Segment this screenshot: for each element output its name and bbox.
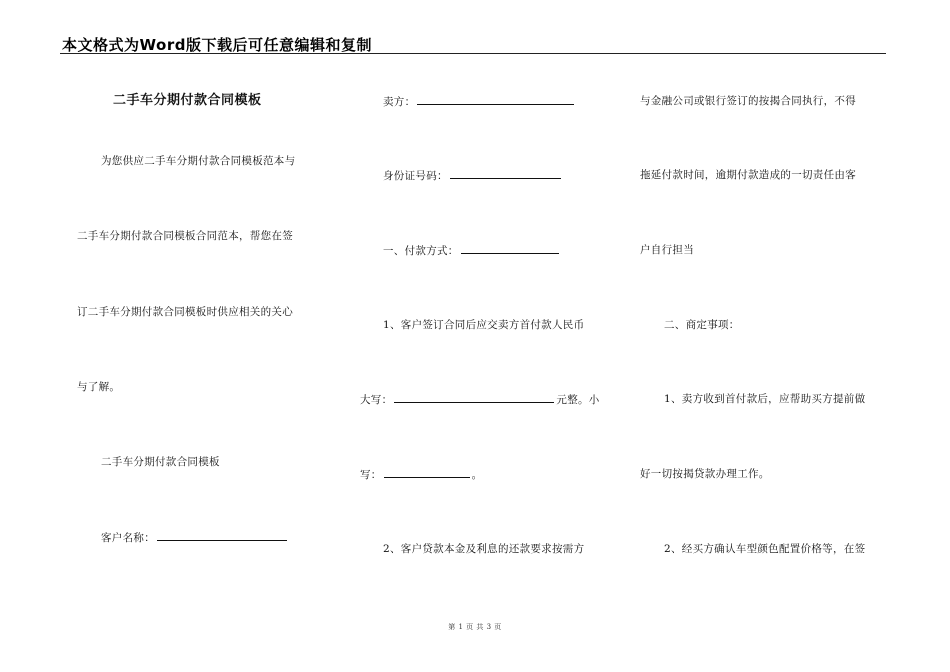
- intro-line-2: 二手车分期付款合同模板合同范本，帮您在签: [77, 230, 293, 242]
- id-number-blank: [450, 168, 561, 179]
- customer-name-row: [101, 530, 289, 545]
- agreement-item-1-cont: 好一切按揭贷款办理工作。: [640, 468, 770, 480]
- id-number-row: [383, 168, 563, 183]
- customer-name-label: 客户名称：: [101, 532, 155, 544]
- document-title: 二手车分期付款合同模板: [113, 93, 262, 108]
- amount-lower-blank: [384, 467, 470, 478]
- col3-line-1: 与金融公司或银行签订的按揭合同执行，不得: [640, 95, 856, 107]
- amount-upper-label: 大写：: [360, 394, 393, 406]
- payment-method-blank: [461, 243, 559, 254]
- agreement-section-heading: 二、商定事项：: [664, 319, 740, 331]
- amount-lower-suffix: 。: [471, 469, 483, 481]
- header-divider: [60, 53, 886, 54]
- amount-upper-blank: [394, 392, 554, 403]
- amount-lower-row: [360, 467, 482, 482]
- amount-lower-label: 写：: [360, 469, 382, 481]
- page-number: 第 1 页 共 3 页: [448, 623, 502, 631]
- amount-upper-suffix: 元整。小: [556, 394, 600, 406]
- payment-method-row: [383, 243, 561, 258]
- col3-line-3: 户自行担当: [640, 244, 694, 256]
- agreement-item-1: 1、卖方收到首付款后，应帮助买方提前做: [664, 393, 866, 405]
- intro-line-3: 订二手车分期付款合同模板时供应相关的关心: [77, 306, 293, 318]
- seller-label: 卖方：: [383, 96, 416, 108]
- payment-method-label: 一、付款方式：: [383, 245, 459, 257]
- seller-blank: [417, 94, 574, 105]
- agreement-item-2: 2、经买方确认车型颜色配置价格等，在签: [664, 543, 866, 555]
- payment-item-2: 2、客户贷款本金及利息的还款要求按需方: [383, 543, 585, 555]
- col3-line-2: 拖延付款时间，逾期付款造成的一切责任由客: [640, 169, 856, 181]
- seller-row: [383, 94, 576, 109]
- payment-item-1: 1、客户签订合同后应交卖方首付款人民币: [383, 319, 585, 331]
- header-title: 本文格式为Word版下载后可任意编辑和复制: [62, 36, 372, 54]
- contract-subtitle: 二手车分期付款合同模板: [101, 456, 220, 468]
- intro-line-1: 为您供应二手车分期付款合同模板范本与: [101, 155, 296, 167]
- id-number-label: 身份证号码：: [383, 170, 448, 182]
- amount-upper-row: [360, 392, 600, 407]
- intro-line-4: 与了解。: [77, 381, 121, 393]
- customer-name-blank: [157, 530, 287, 541]
